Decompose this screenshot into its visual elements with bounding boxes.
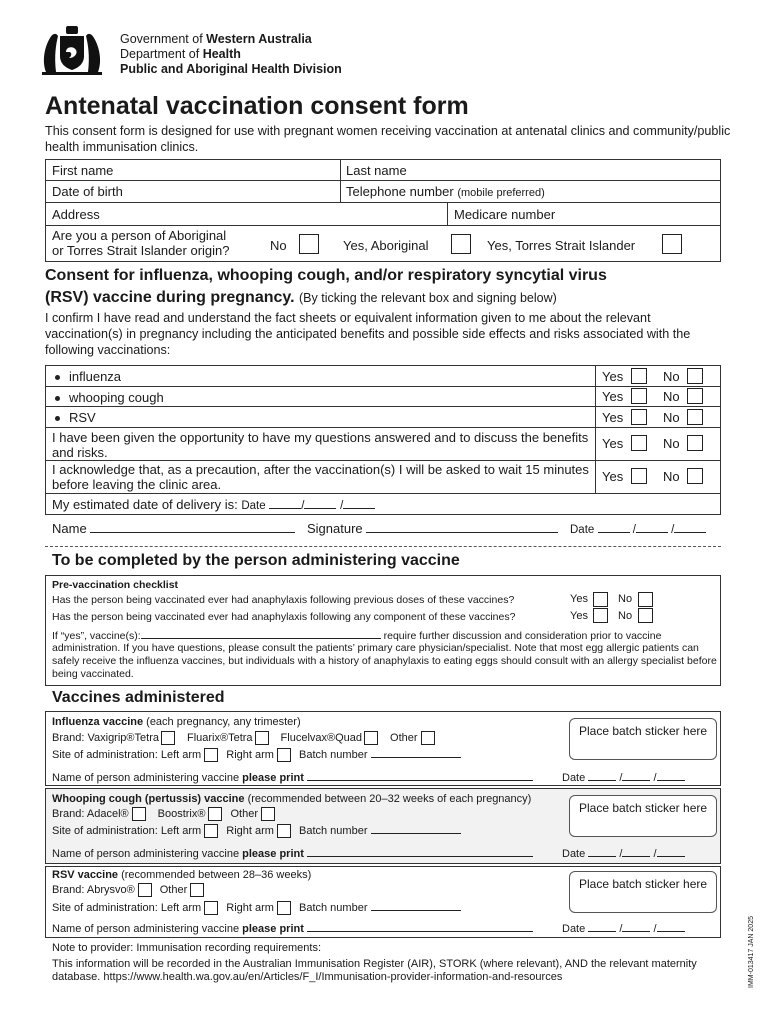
rsv-no-checkbox[interactable] [687,409,703,425]
origin-tsi-label: Yes, Torres Strait Islander [487,238,636,253]
dept-name: Health [202,47,241,61]
adacel-checkbox[interactable] [132,807,146,821]
brand-label: Brand: [52,807,85,820]
pertussis-date-row [562,847,685,860]
slash: / [632,524,636,536]
pertussis-admin-name-row [52,847,533,860]
sig-day-line[interactable] [598,522,630,533]
brand-boostrix: Boostrix® [157,807,206,820]
rsv-admin-name-line[interactable] [307,922,533,932]
fluarix-checkbox[interactable] [255,731,269,745]
slash: / [619,848,623,860]
if-yes-vaccines-line[interactable] [141,629,381,639]
wait-statement: I acknowledge that, as a precaution, after the vaccination(s) I will be asked to wait 15 minutes before leaving the clinic area. [52,462,589,492]
admin-heading: To be completed by the person administering vaccine [52,552,460,569]
rsv-note: (recommended between 28–36 weeks) [121,869,312,881]
vaxigrip-checkbox[interactable] [161,731,175,745]
rsv-title-row [52,869,311,881]
no-label: No [663,389,680,404]
telephone-label: Telephone number [346,184,454,199]
yes-label: Yes [570,593,588,605]
brand-label: Brand: [52,731,85,744]
batch-label: Batch number [299,902,368,914]
delivery-day-line[interactable] [269,498,301,509]
signature-date-row [570,522,706,536]
no-label: No [663,469,680,484]
pertussis-brand-row [52,807,275,821]
gov-state: Western Australia [206,32,312,46]
name-print-bold: please print [242,772,304,784]
last-name-field[interactable]: Last name [346,163,407,178]
consent-statement: I confirm I have read and understand the fact sheets or equivalent information given to me about the relevant vaccination(s) in pregnancy including the anticipated benefits and possible side effects and risks associated with the following vaccinations: [45,311,691,357]
dept-line [120,47,241,62]
checklist-advice: administration. If you have questions, please consult the patients’ primary care physician/specialist. Note that most egg allergic patients can safely receive the influenza vaccines, but individuals with a history of anaphylaxis to eating eggs should consult with an allergy specialist before being vaccinated. [52,642,717,680]
telephone-note: (mobile preferred) [457,187,545,199]
consent-item-influenza [55,369,121,384]
day-line[interactable] [588,847,616,857]
influenza-other-checkbox[interactable] [421,731,435,745]
date-word: Date [562,923,586,935]
telephone-field[interactable] [346,184,545,199]
consent-heading-line2 [45,289,557,307]
checklist-q1: Has the person being vaccinated ever had anaphylaxis following previous doses of these vaccines? [52,594,515,606]
yes-label: Yes [602,369,624,384]
rsv-date-row [562,922,685,935]
pertussis-right-arm-checkbox[interactable] [277,824,291,838]
day-line[interactable] [588,771,616,781]
name-print-bold: please print [242,923,304,935]
gov-prefix: Government of [120,32,207,46]
brand-vaxigrip: Vaxigrip®Tetra [87,731,159,744]
gov-line [120,32,312,47]
checklist-title: Pre-vaccination checklist [52,579,179,591]
provider-note-text: This information will be recorded in the Australian Immunisation Register (AIR), STORK (where relevant), AND the relevant maternity database. https://www.health.wa.gov.au/en/Articles/F_I/Immunisation-provider-information-and-resources [52,958,697,983]
whooping-no-checkbox[interactable] [687,388,703,404]
pertussis-admin-name-line[interactable] [307,847,533,857]
year-line[interactable] [657,847,685,857]
site-label: Site of administration: Left arm [52,902,202,914]
intro-text: This consent form is designed for use with pregnant women receiving vaccination at antenatal clinics and community/public health immunisation clinics. [45,124,731,154]
wait-no-checkbox[interactable] [687,468,703,484]
medicare-field[interactable]: Medicare number [454,207,556,222]
date-word: Date [562,772,586,784]
date-word: Date [570,524,595,536]
site-label: Site of administration: Left arm [52,825,202,837]
vaccines-heading: Vaccines administered [52,689,225,706]
influenza-title: Influenza vaccine [52,716,144,728]
yes-label: Yes [602,389,624,404]
consent-heading-bold: (RSV) vaccine during pregnancy. [45,289,295,306]
influenza-no-checkbox[interactable] [687,368,703,384]
pertussis-batch-line[interactable] [371,824,461,834]
consent-heading-line1: Consent for influenza, whooping cough, and/or respiratory syncytial virus [45,267,607,284]
item-label: influenza [69,369,122,384]
influenza-note: (each pregnancy, any trimester) [146,716,301,728]
aboriginal-question [52,228,230,258]
dashed-divider [45,546,721,547]
batch-label: Batch number [299,749,368,761]
year-line[interactable] [657,922,685,932]
influenza-brand-row [52,731,435,745]
pertussis-site-row [52,824,461,838]
pertussis-note: (recommended between 20–32 weeks of each pregnancy) [247,793,532,805]
rsv-title: RSV vaccine [52,869,119,881]
no-label: No [618,593,633,605]
consent-item-rsv [55,410,96,425]
batch-label: Batch number [299,825,368,837]
rsv-right-arm-checkbox[interactable] [277,901,291,915]
delivery-year-line[interactable] [343,498,375,509]
delivery-label: My estimated date of delivery is: [52,497,238,512]
slash: / [619,923,623,935]
slash: / [671,524,675,536]
signature-line[interactable] [366,522,558,533]
item-label: whooping cough [69,390,164,405]
month-line[interactable] [622,771,650,781]
rsv-admin-name-row [52,922,533,935]
signature-row [307,521,558,536]
brand-label: Brand: [52,883,85,896]
influenza-left-arm-checkbox[interactable] [204,748,218,762]
questions-no-checkbox[interactable] [687,435,703,451]
if-yes-row [52,629,661,642]
influenza-right-arm-checkbox[interactable] [277,748,291,762]
boostrix-checkbox[interactable] [208,807,222,821]
first-name-field[interactable]: First name [52,163,114,178]
aboriginal-q-line2: or Torres Strait Islander origin? [52,243,230,258]
q1-no-checkbox[interactable] [638,592,653,607]
name-print-prefix: Name of person administering vaccine [52,772,243,784]
right-arm-label: Right arm [226,902,274,914]
whooping-yes-checkbox[interactable] [631,388,647,404]
name-print-bold: please print [242,848,304,860]
origin-aboriginal-label: Yes, Aboriginal [343,238,429,253]
slash: / [653,772,657,784]
yes-label: Yes [570,610,588,622]
yes-label: Yes [602,436,624,451]
brand-other: Other [159,883,188,896]
influenza-batch-line[interactable] [371,748,461,758]
day-line[interactable] [588,922,616,932]
q2-no-checkbox[interactable] [638,608,653,623]
influenza-date-row [562,771,685,784]
month-line[interactable] [622,922,650,932]
questions-statement: I have been given the opportunity to have my questions answered and to discuss the benefits and risks. [52,430,589,460]
slash: / [653,923,657,935]
no-label: No [618,610,633,622]
brand-flucelvax: Flucelvax®Quad [280,731,363,744]
aboriginal-q-line1: Are you a person of Aboriginal [52,228,227,243]
abrysvo-checkbox[interactable] [138,883,152,897]
questions-yes-checkbox[interactable] [631,435,647,451]
rsv-brand-row [52,883,204,897]
name-print-prefix: Name of person administering vaccine [52,848,243,860]
pertussis-other-checkbox[interactable] [261,807,275,821]
rsv-left-arm-checkbox[interactable] [204,901,218,915]
origin-no-label: No [270,238,287,253]
date-word: Date [562,848,586,860]
name-print-prefix: Name of person administering vaccine [52,923,243,935]
site-label: Site of administration: Left arm [52,749,202,761]
consent-item-whooping-cough [55,390,164,405]
dept-prefix: Department of [120,47,203,61]
pertussis-title: Whooping cough (pertussis) vaccine [52,793,245,805]
year-line[interactable] [657,771,685,781]
rsv-batch-sticker: Place batch sticker here [569,871,717,913]
brand-other: Other [230,807,258,820]
month-line[interactable] [622,847,650,857]
right-arm-label: Right arm [226,825,274,837]
influenza-site-row [52,748,461,762]
dob-field[interactable]: Date of birth [52,184,123,199]
brand-fluarix: Fluarix®Tetra [186,731,253,744]
no-label: No [663,436,680,451]
consent-heading-note: (By ticking the relevant box and signing below) [299,291,557,305]
sig-year-line[interactable] [674,522,706,533]
yes-label: Yes [602,410,624,425]
if-yes-prefix: If “yes”, vaccine(s): [52,630,141,642]
influenza-yes-checkbox[interactable] [631,368,647,384]
brand-other: Other [390,731,418,744]
rsv-other-checkbox[interactable] [190,883,204,897]
patient-name-line[interactable] [90,522,295,533]
brand-adacel: Adacel® [86,807,129,820]
right-arm-label: Right arm [226,749,274,761]
pertussis-batch-sticker: Place batch sticker here [569,795,717,837]
form-code: IMM-013417 JAN 2025 [748,916,755,988]
slash: / [301,500,305,512]
no-label: No [663,369,680,384]
page-title: Antenatal vaccination consent form [45,92,469,120]
influenza-admin-name-row [52,771,533,784]
if-yes-suffix: require further discussion and consideration prior to vaccine [383,630,662,642]
origin-tsi-checkbox[interactable] [662,234,682,254]
influenza-title-row [52,716,301,728]
date-word: Date [241,500,266,512]
slash: / [340,500,344,512]
address-field[interactable]: Address [52,207,100,222]
provider-note-title: Note to provider: Immunisation recording requirements: [52,942,322,954]
rsv-batch-line[interactable] [371,901,461,911]
delivery-date-row [52,497,375,512]
origin-no-checkbox[interactable] [299,234,319,254]
pertussis-title-row [52,793,531,805]
influenza-admin-name-line[interactable] [307,771,533,781]
pertussis-left-arm-checkbox[interactable] [204,824,218,838]
item-label: RSV [69,410,96,425]
checklist-q2: Has the person being vaccinated ever had anaphylaxis following any component of these vaccines? [52,611,516,623]
wa-crest-logo [36,22,108,78]
division-line: Public and Aboriginal Health Division [120,62,342,76]
q2-yes-checkbox[interactable] [593,608,608,623]
delivery-month-line[interactable] [304,498,336,509]
flucelvax-checkbox[interactable] [364,731,378,745]
slash: / [653,848,657,860]
rsv-yes-checkbox[interactable] [631,409,647,425]
brand-abrysvo: Abrysvo® [86,883,135,896]
sig-month-line[interactable] [636,522,668,533]
patient-name-row [52,521,295,536]
no-label: No [663,410,680,425]
name-label: Name [52,521,87,536]
signature-label: Signature [307,521,363,536]
q1-yes-checkbox[interactable] [593,592,608,607]
slash: / [619,772,623,784]
yes-label: Yes [602,469,624,484]
influenza-batch-sticker: Place batch sticker here [569,718,717,760]
rsv-site-row [52,901,461,915]
origin-aboriginal-checkbox[interactable] [451,234,471,254]
wait-yes-checkbox[interactable] [631,468,647,484]
